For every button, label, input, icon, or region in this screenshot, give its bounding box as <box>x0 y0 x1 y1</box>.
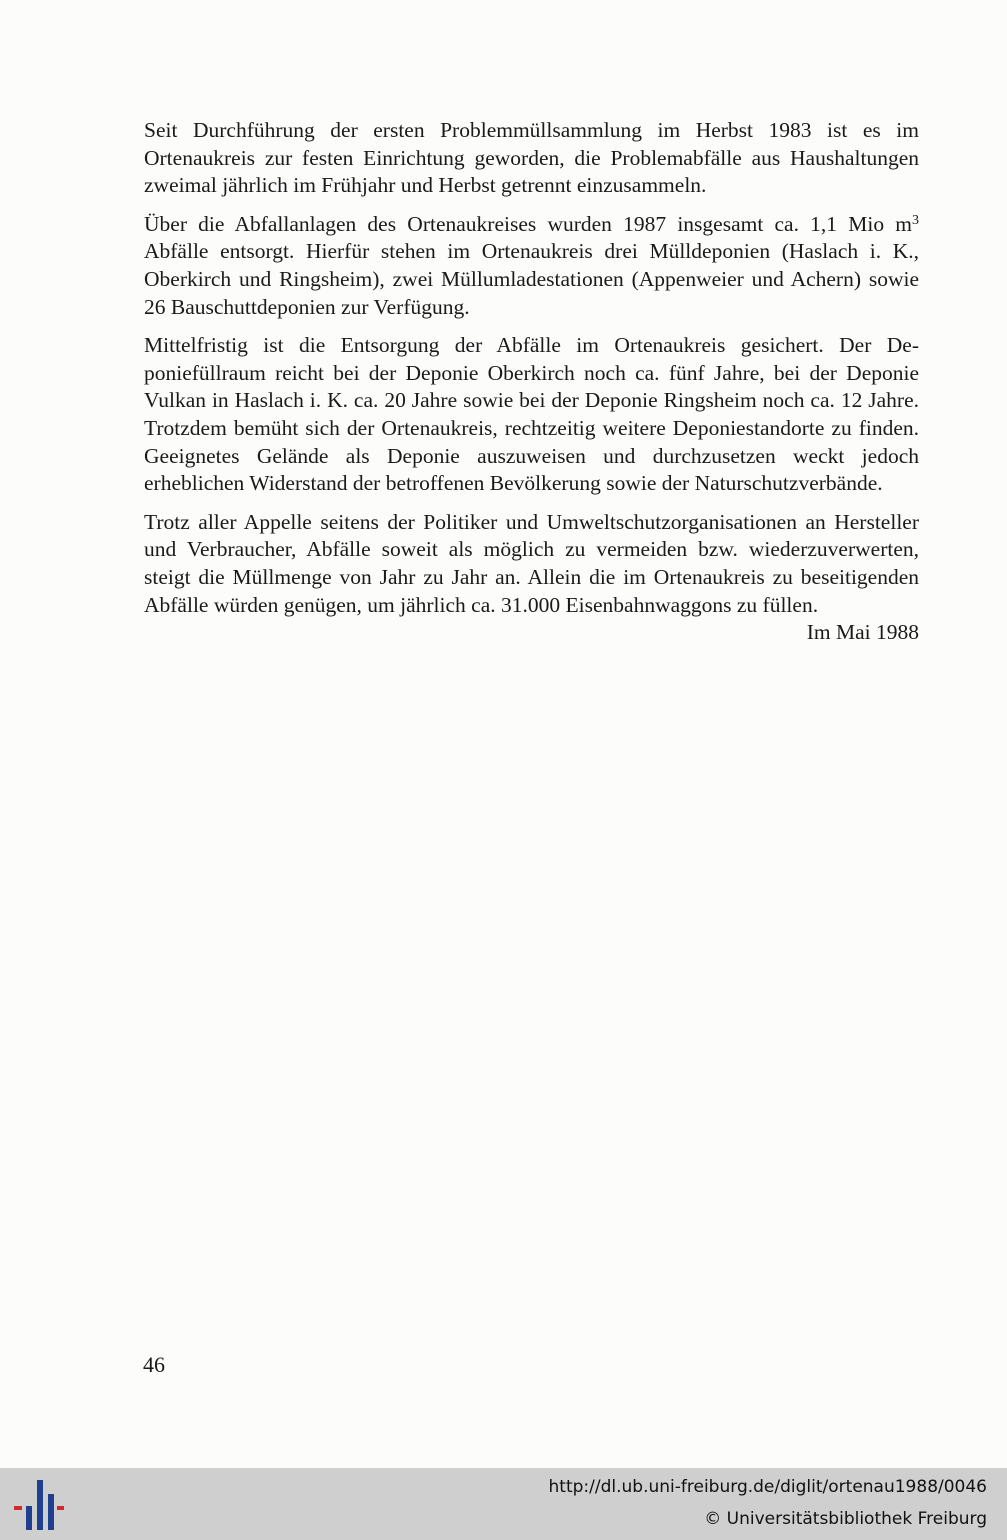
paragraph-2-text-b: Abfälle entsorgt. Hierfür stehen im Ortenaukreis drei Mülldeponien (Haslach i. K., Oberkirch und Ringsheim), zwei Müllumladestationen (Appenweier und Achern) sowie 26 Bauschuttdeponien zur Verfügung. <box>144 239 919 319</box>
footer-bar <box>0 1468 1007 1540</box>
paragraph-2-text-a: Über die Abfallanlagen des Ortenaukreises wurden 1987 insgesamt ca. 1,1 Mio m <box>144 211 912 236</box>
paragraph-2 <box>144 211 919 321</box>
date-signoff: Im Mai 1988 <box>806 620 919 645</box>
page-number: 46 <box>143 1352 165 1377</box>
ub-freiburg-logo-icon <box>14 1480 64 1530</box>
source-url-link[interactable]: http://dl.ub.uni-freiburg.de/diglit/ortenau1988/0046 <box>548 1477 987 1497</box>
text-body <box>144 117 919 647</box>
superscript-3: 3 <box>912 212 919 228</box>
copyright-text: © Universitätsbibliothek Freiburg <box>704 1509 987 1529</box>
paragraph-1: Seit Durchführung der ersten Problemmüllsammlung im Herbst 1983 ist es im Ortenaukreis zur festen Einrichtung geworden, die Problemabfälle aus Haushaltungen zweimal jährlich im Frühjahr und Herbst getrennt einzusammeln. <box>144 118 919 198</box>
paragraph-4: Trotz aller Appelle seitens der Politiker und Umweltschutzorganisationen an Hersteller und Verbraucher, Abfälle soweit als möglich zu vermeiden bzw. wiederzuverwerten, steigt die Müllmenge von Jahr zu Jahr an. Allein die im Ortenaukreis zu beseitigenden Abfälle würden genügen, um jährlich ca. 31.000 Eisenbahnwaggons zu füllen. <box>144 509 919 617</box>
paragraph-3: Mittelfristig ist die Entsorgung der Abfälle im Ortenaukreis gesichert. Der Deponiefüllraum reicht bei der Deponie Oberkirch noch ca. fünf Jahre, bei der Deponie Vulkan in Haslach i. K. ca. 20 Jahre sowie bei der Deponie Ringsheim noch ca. 12 Jahre. Trotzdem bemüht sich der Ortenaukreis, rechtzeitig weitere Deponiestandorte zu finden. Geeignetes Gelände als Deponie auszuweisen und durchzusetzen weckt jedoch erheblichen Widerstand der betroffenen Bevölkerung sowie der Naturschutzverbände. <box>144 333 919 496</box>
